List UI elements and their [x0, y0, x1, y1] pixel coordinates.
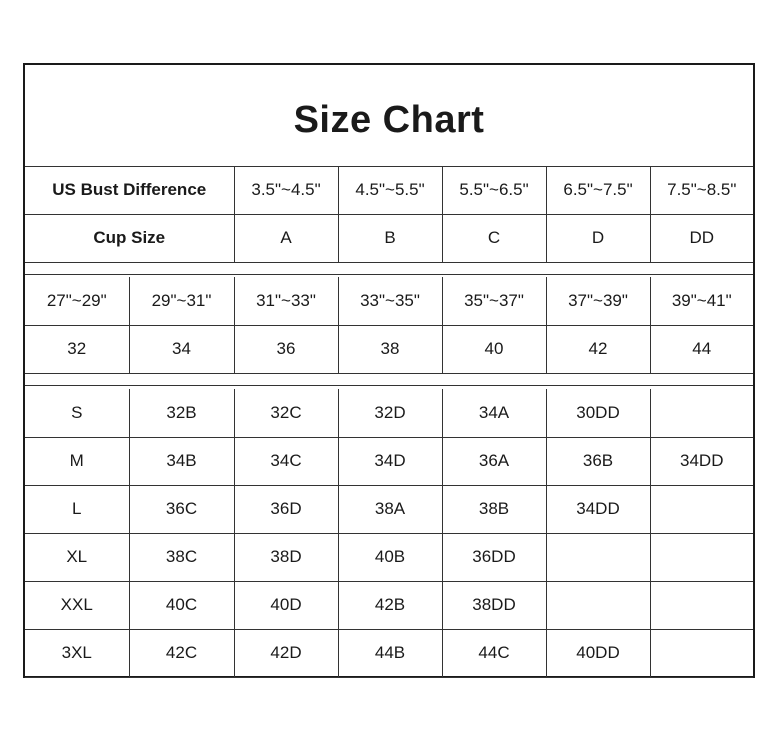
- band-range-cell: 37"~39": [546, 277, 650, 325]
- bust-difference-label: US Bust Difference: [25, 166, 234, 214]
- size-chart: [23, 63, 755, 678]
- size-value-cell: 40DD: [546, 629, 650, 677]
- size-value-cell: [546, 581, 650, 629]
- size-row: [25, 533, 753, 581]
- size-value-cell: [650, 533, 753, 581]
- spacer-row: [25, 262, 753, 274]
- bust-difference-row: [25, 166, 753, 214]
- band-size-cell: 36: [234, 325, 338, 373]
- size-value-cell: 38B: [442, 485, 546, 533]
- band-range-cell: 33"~35": [338, 277, 442, 325]
- size-label-cell: M: [25, 437, 129, 485]
- band-size-cell: 34: [129, 325, 234, 373]
- bust-range-cell: 5.5"~6.5": [442, 166, 546, 214]
- size-row: [25, 389, 753, 437]
- band-range-cell: 29"~31": [129, 277, 234, 325]
- size-value-cell: 42C: [129, 629, 234, 677]
- band-size-cell: 40: [442, 325, 546, 373]
- cup-size-cell: C: [442, 214, 546, 262]
- size-value-cell: 34D: [338, 437, 442, 485]
- size-label-cell: L: [25, 485, 129, 533]
- size-value-cell: 34DD: [546, 485, 650, 533]
- bust-range-cell: 3.5"~4.5": [234, 166, 338, 214]
- band-table: [25, 277, 753, 386]
- size-row: [25, 581, 753, 629]
- cup-size-cell: A: [234, 214, 338, 262]
- size-value-cell: 44B: [338, 629, 442, 677]
- size-value-cell: [546, 533, 650, 581]
- band-range-cell: 39"~41": [650, 277, 753, 325]
- size-value-cell: 36B: [546, 437, 650, 485]
- size-value-cell: 36D: [234, 485, 338, 533]
- size-value-cell: 36C: [129, 485, 234, 533]
- size-label-cell: XL: [25, 533, 129, 581]
- size-label-cell: S: [25, 389, 129, 437]
- cup-size-cell: D: [546, 214, 650, 262]
- size-value-cell: 40D: [234, 581, 338, 629]
- size-value-cell: 34B: [129, 437, 234, 485]
- band-range-row: [25, 277, 753, 325]
- spacer-row: [25, 373, 753, 385]
- size-value-cell: [650, 581, 753, 629]
- size-value-cell: [650, 389, 753, 437]
- band-size-row: [25, 325, 753, 373]
- size-value-cell: 38A: [338, 485, 442, 533]
- cup-size-row: [25, 214, 753, 262]
- size-value-cell: 40B: [338, 533, 442, 581]
- size-label-cell: 3XL: [25, 629, 129, 677]
- band-range-cell: 27"~29": [25, 277, 129, 325]
- band-size-cell: 38: [338, 325, 442, 373]
- spacer-cell: [25, 262, 753, 274]
- size-value-cell: 44C: [442, 629, 546, 677]
- size-value-cell: 38DD: [442, 581, 546, 629]
- size-row: [25, 629, 753, 677]
- size-value-cell: 36DD: [442, 533, 546, 581]
- size-value-cell: 30DD: [546, 389, 650, 437]
- size-value-cell: 40C: [129, 581, 234, 629]
- size-row: [25, 485, 753, 533]
- bust-range-cell: 7.5"~8.5": [650, 166, 753, 214]
- spacer-cell: [25, 373, 753, 385]
- cup-table: [25, 166, 753, 275]
- band-size-cell: 42: [546, 325, 650, 373]
- size-value-cell: [650, 629, 753, 677]
- title-row: [25, 65, 753, 167]
- size-value-cell: 32B: [129, 389, 234, 437]
- size-row: [25, 437, 753, 485]
- size-value-cell: 42D: [234, 629, 338, 677]
- bust-range-cell: 6.5"~7.5": [546, 166, 650, 214]
- size-value-cell: [650, 485, 753, 533]
- size-value-cell: 34C: [234, 437, 338, 485]
- size-value-cell: 32C: [234, 389, 338, 437]
- bust-range-cell: 4.5"~5.5": [338, 166, 442, 214]
- size-value-cell: 38D: [234, 533, 338, 581]
- size-value-cell: 42B: [338, 581, 442, 629]
- band-range-cell: 35"~37": [442, 277, 546, 325]
- band-range-cell: 31"~33": [234, 277, 338, 325]
- size-value-cell: 32D: [338, 389, 442, 437]
- cup-size-cell: B: [338, 214, 442, 262]
- size-label-cell: XXL: [25, 581, 129, 629]
- size-value-cell: 34A: [442, 389, 546, 437]
- cup-size-label: Cup Size: [25, 214, 234, 262]
- band-size-cell: 44: [650, 325, 753, 373]
- size-value-cell: 36A: [442, 437, 546, 485]
- size-value-cell: 38C: [129, 533, 234, 581]
- chart-title: Size Chart: [293, 99, 485, 141]
- band-size-cell: 32: [25, 325, 129, 373]
- size-value-cell: 34DD: [650, 437, 753, 485]
- size-table: [25, 389, 753, 678]
- cup-size-cell: DD: [650, 214, 753, 262]
